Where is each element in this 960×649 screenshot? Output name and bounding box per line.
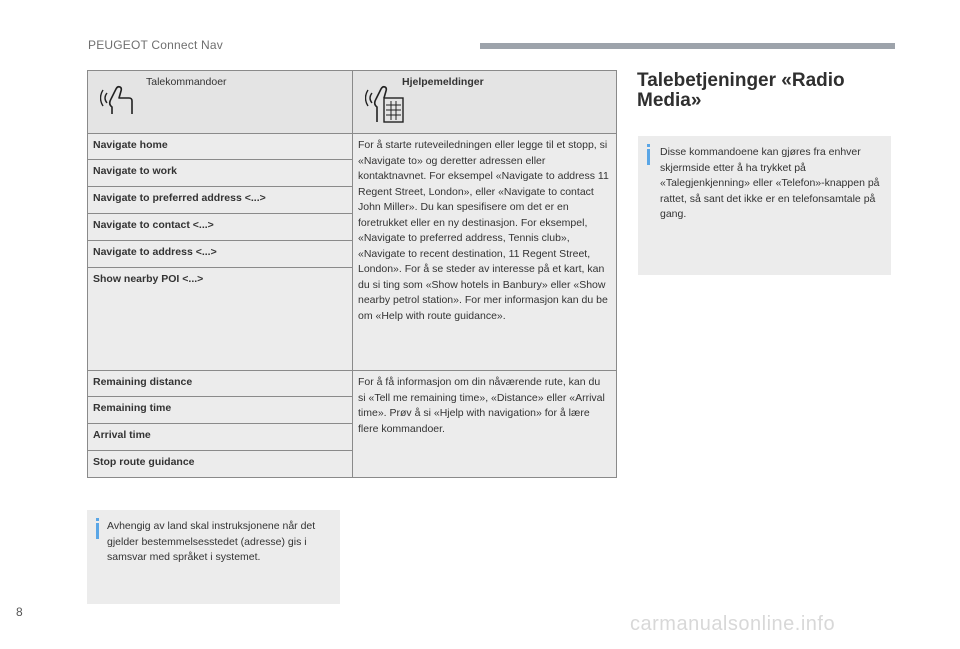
command-name: Navigate home (93, 139, 168, 151)
info-note-text: Avhengig av land skal instruksjonene når det gjelder bestemmelsesstedet (adresse) gis i samsvar med språket i systemet. (107, 520, 316, 563)
command-name: Navigate to preferred address <...> (93, 192, 266, 204)
command-name: Show nearby POI <...> (93, 273, 204, 285)
command-name: Remaining distance (93, 376, 193, 388)
command-name: Navigate to work (93, 165, 178, 177)
info-note-destination-language (87, 510, 340, 604)
table-row-command (88, 134, 353, 160)
table-row-command (88, 268, 353, 371)
info-icon (96, 523, 99, 539)
table-row-command (88, 160, 353, 187)
voice-commands-header-label: Talekommandoer (146, 76, 227, 88)
voice-help-keypad-icon (365, 85, 405, 129)
watermark: carmanualsonline.info (630, 613, 836, 635)
info-note-text: Disse kommandoene kan gjøres fra enhver skjermside etter å ha trykket på «Talegjenkjenning» eller «Telefon»-knappen på rattet, så sant det ikke er en telefonsamtale på gang. (660, 146, 880, 220)
table-row-command (88, 424, 353, 451)
table-row-command (88, 241, 353, 268)
help-text-navigation: For å starte ruteveiledningen eller legge til et stopp, si «Navigate to» og deretter adressen eller kontaktnavnet. For eksempel «Navigate to address 11 Regent Street, London», eller «Navigate to contact John Miller». Du kan spesifisere om det er en foretrukket eller en ny destinasjon. For eksempel, «Navigate to preferred address, Tennis club», «Navigate to recent destination, 11 Regent Street, London». For å se steder av interesse på et kart, kan du si ting som «Show hotels in Banbury» eller «Show nearby petrol station». For mer informasjon kan du be om «Help with route guidance». (353, 134, 617, 371)
info-note-radio-media (638, 136, 891, 275)
table-row-command (88, 451, 353, 478)
page-number: 8 (16, 605, 23, 619)
voice-commands-table (87, 70, 617, 478)
column-header-voice-commands (88, 71, 353, 134)
command-name: Arrival time (93, 429, 151, 441)
info-icon (647, 149, 650, 165)
help-text-route-info: For å få informasjon om din nåværende rute, kan du si «Tell me remaining time», «Distance» eller «Arrival time». Prøv å si «Hjelp with navigation» for å lære flere kommandoer. (353, 371, 617, 478)
voice-command-icon (100, 85, 134, 121)
table-row-command (88, 371, 353, 397)
column-header-help-messages (353, 71, 617, 134)
table-row-command (88, 187, 353, 214)
table-row-command (88, 397, 353, 424)
command-name: Stop route guidance (93, 456, 195, 468)
section-title: Talebetjeninger «Radio Media» (637, 70, 845, 111)
help-messages-header-label: Hjelpemeldinger (402, 76, 484, 88)
command-name: Navigate to address <...> (93, 246, 217, 258)
command-name: Navigate to contact <...> (93, 219, 214, 231)
table-row-command (88, 214, 353, 241)
header-bar (480, 43, 895, 49)
command-name: Remaining time (93, 402, 172, 414)
page-header-title: PEUGEOT Connect Nav (88, 38, 223, 52)
